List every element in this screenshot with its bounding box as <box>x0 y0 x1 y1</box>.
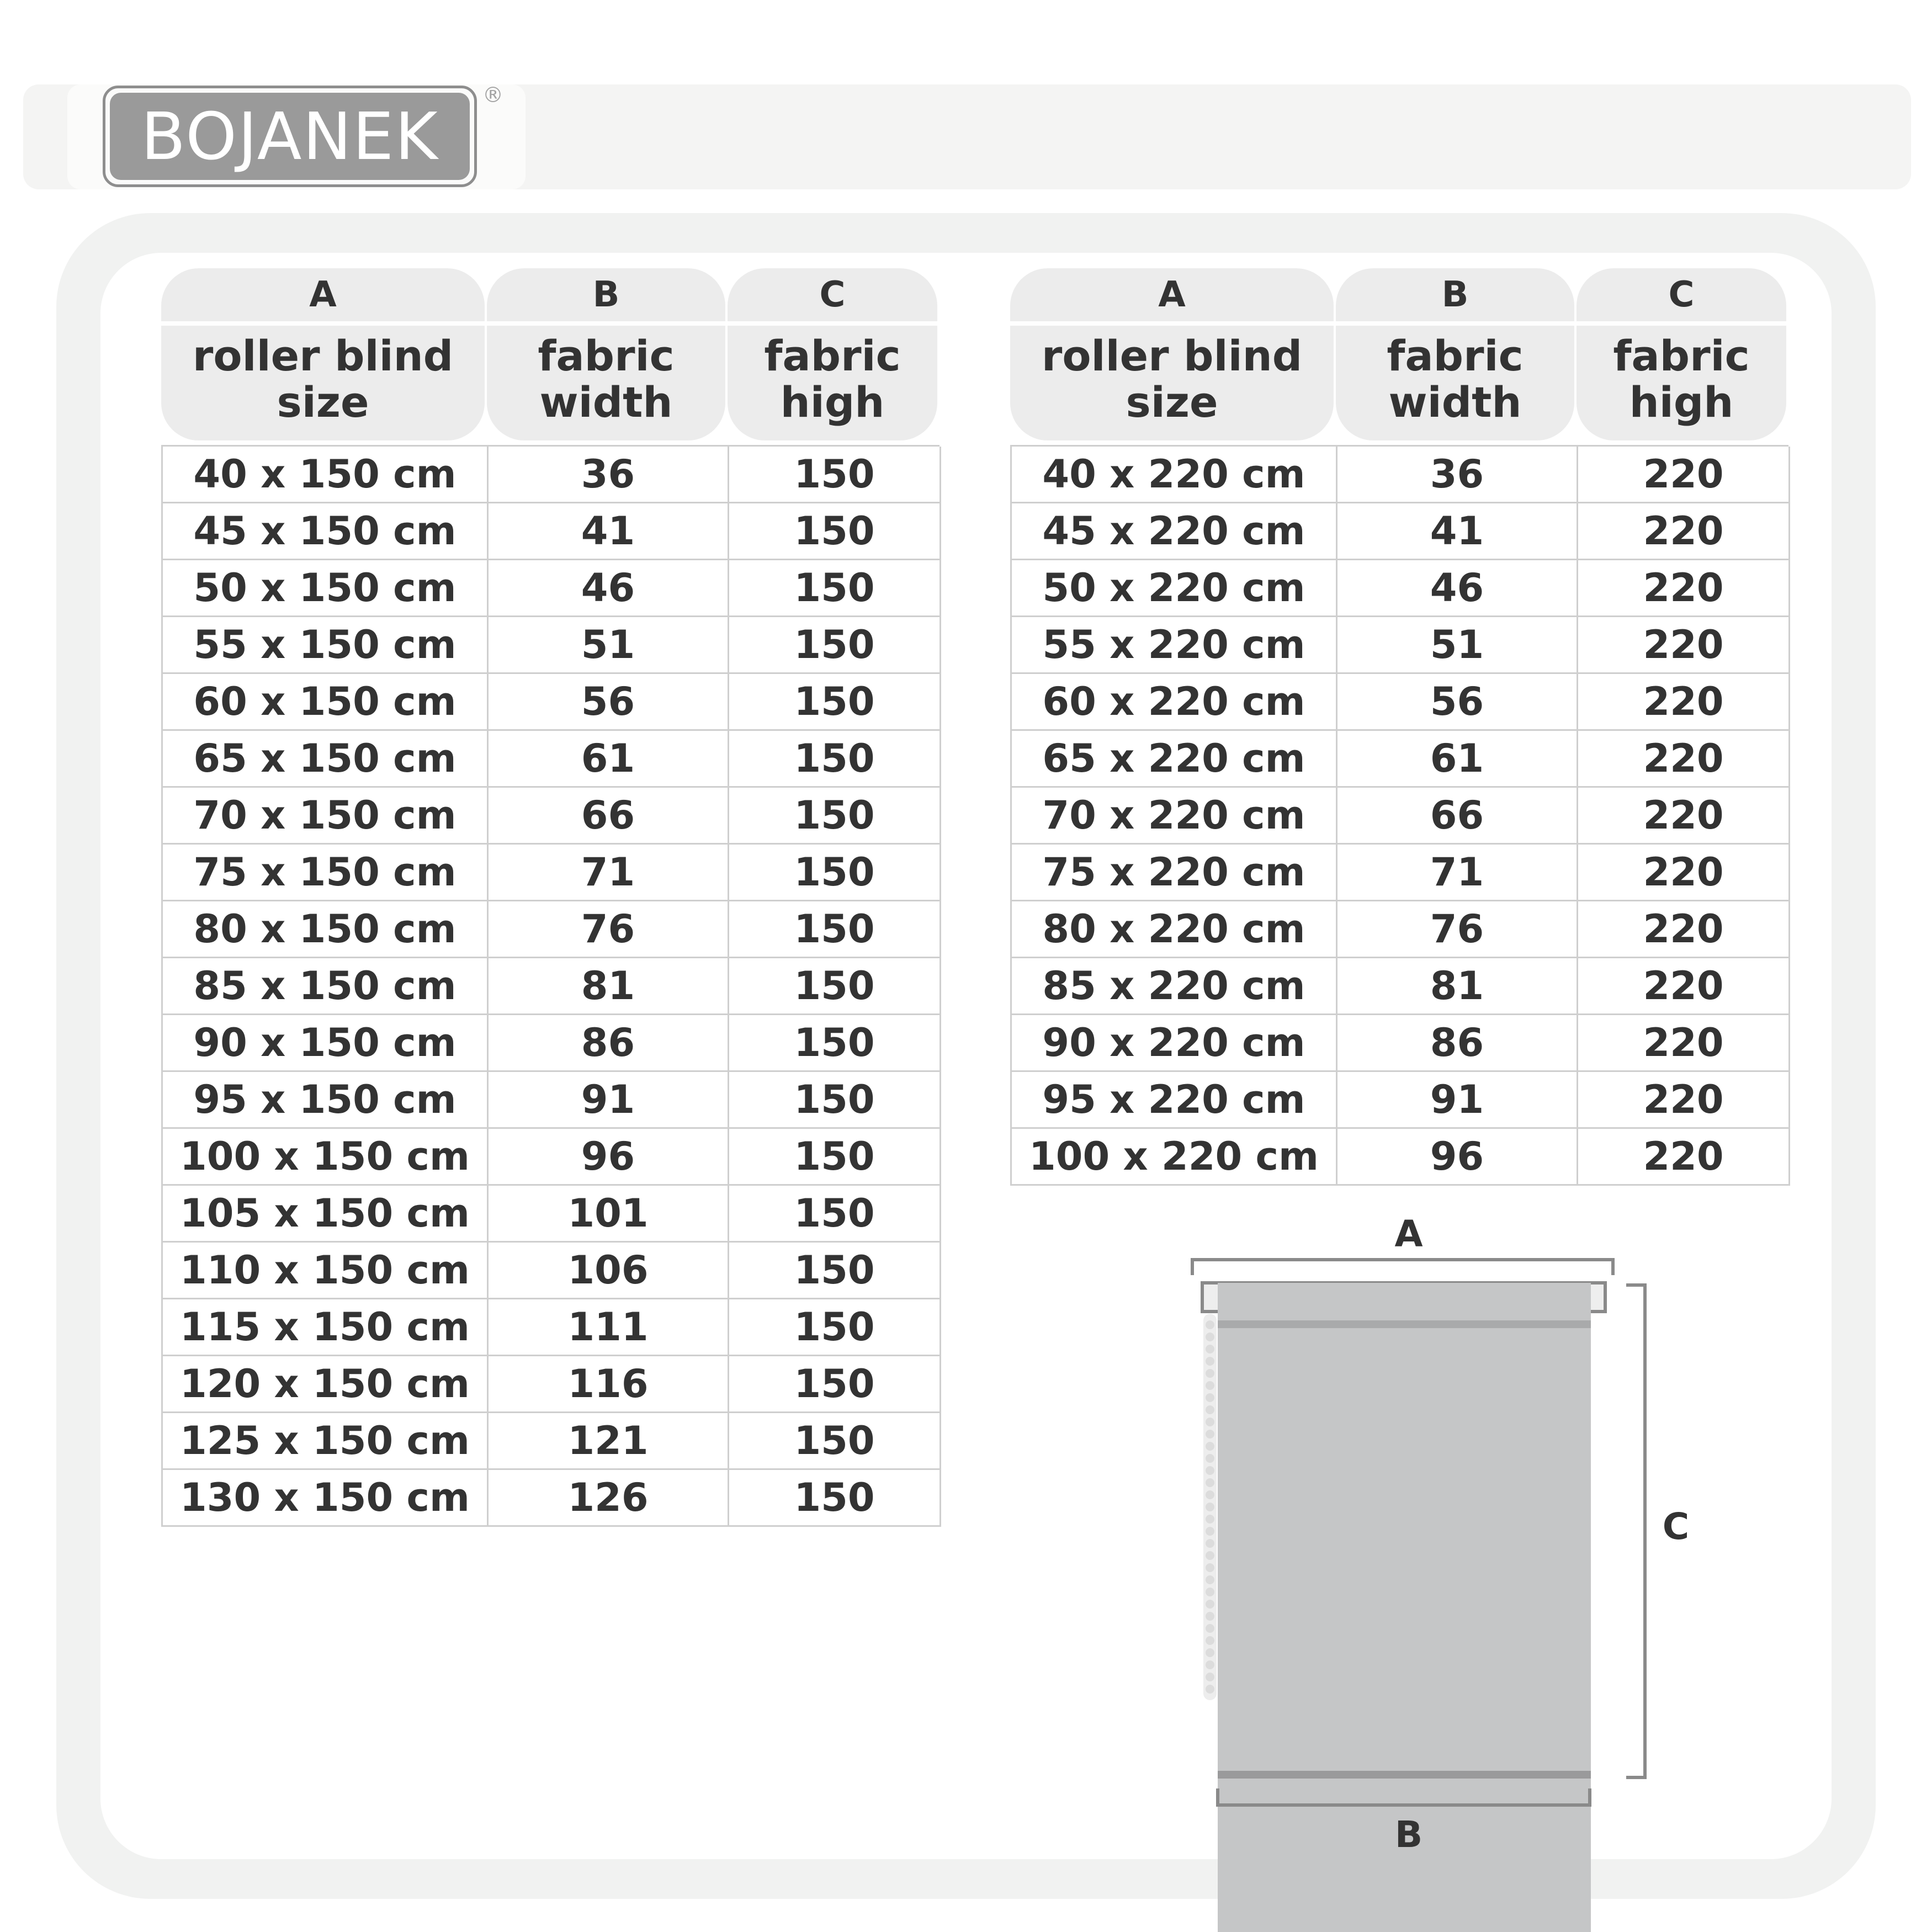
dimension-c-label: C <box>1662 1505 1690 1548</box>
cell-size: 70 x 150 cm <box>163 788 489 845</box>
cell-fabric-width: 61 <box>1337 731 1578 788</box>
cell-fabric-width: 76 <box>1337 901 1578 958</box>
bottom-bar <box>1218 1771 1591 1779</box>
cell-size: 70 x 220 cm <box>1012 788 1337 845</box>
cell-size: 85 x 150 cm <box>163 958 489 1015</box>
cell-size: 55 x 150 cm <box>163 617 489 674</box>
cell-fabric-high: 220 <box>1578 901 1790 958</box>
dimension-b-label: B <box>1394 1813 1423 1856</box>
cell-fabric-width: 101 <box>489 1186 729 1243</box>
cell-fabric-high: 150 <box>729 1470 941 1527</box>
cell-size: 105 x 150 cm <box>163 1186 489 1243</box>
cell-size: 80 x 220 cm <box>1012 901 1337 958</box>
header-letter-c: C <box>1577 268 1786 326</box>
cell-fabric-high: 150 <box>729 1186 941 1243</box>
dimension-a-label: A <box>1394 1213 1423 1255</box>
cell-fabric-width: 91 <box>489 1072 729 1129</box>
cell-fabric-width: 46 <box>1337 560 1578 617</box>
cell-fabric-high: 150 <box>729 447 941 503</box>
cell-size: 90 x 220 cm <box>1012 1015 1337 1072</box>
cell-size: 45 x 220 cm <box>1012 503 1337 560</box>
cell-fabric-width: 81 <box>489 958 729 1015</box>
header-letter-a: A <box>161 268 485 326</box>
cell-fabric-width: 96 <box>489 1129 729 1186</box>
cell-size: 100 x 150 cm <box>163 1129 489 1186</box>
roller-shadow <box>1218 1320 1591 1328</box>
cell-size: 130 x 150 cm <box>163 1470 489 1527</box>
cell-fabric-high: 220 <box>1578 958 1790 1015</box>
cell-fabric-width: 56 <box>1337 674 1578 731</box>
header-letter-b: B <box>1336 268 1574 326</box>
header-label-size: roller blind size <box>1041 331 1303 427</box>
cell-size: 65 x 150 cm <box>163 731 489 788</box>
cell-fabric-high: 220 <box>1578 447 1790 503</box>
cell-fabric-width: 36 <box>489 447 729 503</box>
cell-size: 100 x 220 cm <box>1012 1129 1337 1186</box>
cell-size: 115 x 150 cm <box>163 1299 489 1356</box>
cell-fabric-width: 51 <box>1337 617 1578 674</box>
header-label-width: fabric width <box>538 331 675 427</box>
cell-fabric-high: 150 <box>729 958 941 1015</box>
registered-mark: ® <box>482 83 503 107</box>
cell-fabric-width: 71 <box>489 845 729 901</box>
cell-fabric-high: 150 <box>729 1015 941 1072</box>
dimension-c-bracket <box>1626 1285 1645 1777</box>
cell-fabric-high: 150 <box>729 1413 941 1470</box>
cell-fabric-high: 220 <box>1578 845 1790 901</box>
cell-fabric-high: 150 <box>729 674 941 731</box>
cell-size: 125 x 150 cm <box>163 1413 489 1470</box>
cell-fabric-high: 220 <box>1578 503 1790 560</box>
cell-size: 55 x 220 cm <box>1012 617 1337 674</box>
cell-size: 80 x 150 cm <box>163 901 489 958</box>
header-label-high: fabric high <box>764 331 901 427</box>
cell-fabric-high: 150 <box>729 503 941 560</box>
cell-fabric-width: 61 <box>489 731 729 788</box>
cell-fabric-high: 220 <box>1578 560 1790 617</box>
cell-size: 95 x 220 cm <box>1012 1072 1337 1129</box>
cell-fabric-width: 56 <box>489 674 729 731</box>
cell-fabric-high: 150 <box>729 617 941 674</box>
cell-fabric-width: 51 <box>489 617 729 674</box>
cell-size: 75 x 150 cm <box>163 845 489 901</box>
cell-fabric-high: 220 <box>1578 1129 1790 1186</box>
cell-fabric-high: 220 <box>1578 731 1790 788</box>
header-label-width: fabric width <box>1387 331 1524 427</box>
cell-size: 45 x 150 cm <box>163 503 489 560</box>
cell-fabric-high: 150 <box>729 1072 941 1129</box>
brand-logo-text: BOJANEK <box>110 93 470 180</box>
header-label-size: roller blind size <box>192 331 454 427</box>
cell-fabric-width: 86 <box>489 1015 729 1072</box>
cell-fabric-width: 41 <box>1337 503 1578 560</box>
cell-fabric-high: 150 <box>729 1243 941 1299</box>
header-label-high: fabric high <box>1613 331 1750 427</box>
header-letter-a: A <box>1010 268 1334 326</box>
dimension-a-bracket <box>1192 1260 1613 1275</box>
cell-fabric-width: 66 <box>489 788 729 845</box>
cell-fabric-width: 91 <box>1337 1072 1578 1129</box>
cell-size: 75 x 220 cm <box>1012 845 1337 901</box>
cell-size: 110 x 150 cm <box>163 1243 489 1299</box>
cell-fabric-high: 150 <box>729 1299 941 1356</box>
header-letter-b: B <box>487 268 725 326</box>
cell-fabric-width: 76 <box>489 901 729 958</box>
cell-fabric-width: 66 <box>1337 788 1578 845</box>
cell-fabric-width: 116 <box>489 1356 729 1413</box>
header-letter-c: C <box>728 268 937 326</box>
cell-size: 95 x 150 cm <box>163 1072 489 1129</box>
cell-fabric-width: 41 <box>489 503 729 560</box>
cell-fabric-width: 36 <box>1337 447 1578 503</box>
bead-chain <box>1203 1314 1217 1700</box>
cell-fabric-high: 150 <box>729 788 941 845</box>
cell-size: 85 x 220 cm <box>1012 958 1337 1015</box>
cell-size: 40 x 220 cm <box>1012 447 1337 503</box>
cell-fabric-high: 220 <box>1578 617 1790 674</box>
cell-fabric-width: 126 <box>489 1470 729 1527</box>
cell-fabric-high: 220 <box>1578 674 1790 731</box>
cell-fabric-width: 121 <box>489 1413 729 1470</box>
cell-fabric-high: 150 <box>729 1129 941 1186</box>
cell-fabric-high: 150 <box>729 901 941 958</box>
cell-fabric-width: 46 <box>489 560 729 617</box>
cell-size: 40 x 150 cm <box>163 447 489 503</box>
cell-size: 60 x 220 cm <box>1012 674 1337 731</box>
cell-fabric-high: 150 <box>729 560 941 617</box>
cell-fabric-high: 150 <box>729 731 941 788</box>
cell-size: 90 x 150 cm <box>163 1015 489 1072</box>
cell-fabric-width: 81 <box>1337 958 1578 1015</box>
cell-fabric-high: 220 <box>1578 788 1790 845</box>
cell-size: 65 x 220 cm <box>1012 731 1337 788</box>
cell-fabric-high: 220 <box>1578 1072 1790 1129</box>
cell-size: 60 x 150 cm <box>163 674 489 731</box>
cell-size: 50 x 220 cm <box>1012 560 1337 617</box>
cell-fabric-width: 71 <box>1337 845 1578 901</box>
cell-fabric-width: 96 <box>1337 1129 1578 1186</box>
cell-fabric-high: 220 <box>1578 1015 1790 1072</box>
cell-fabric-high: 150 <box>729 1356 941 1413</box>
cell-fabric-width: 86 <box>1337 1015 1578 1072</box>
cell-fabric-high: 150 <box>729 845 941 901</box>
cell-fabric-width: 106 <box>489 1243 729 1299</box>
cell-size: 50 x 150 cm <box>163 560 489 617</box>
cell-size: 120 x 150 cm <box>163 1356 489 1413</box>
cell-fabric-width: 111 <box>489 1299 729 1356</box>
